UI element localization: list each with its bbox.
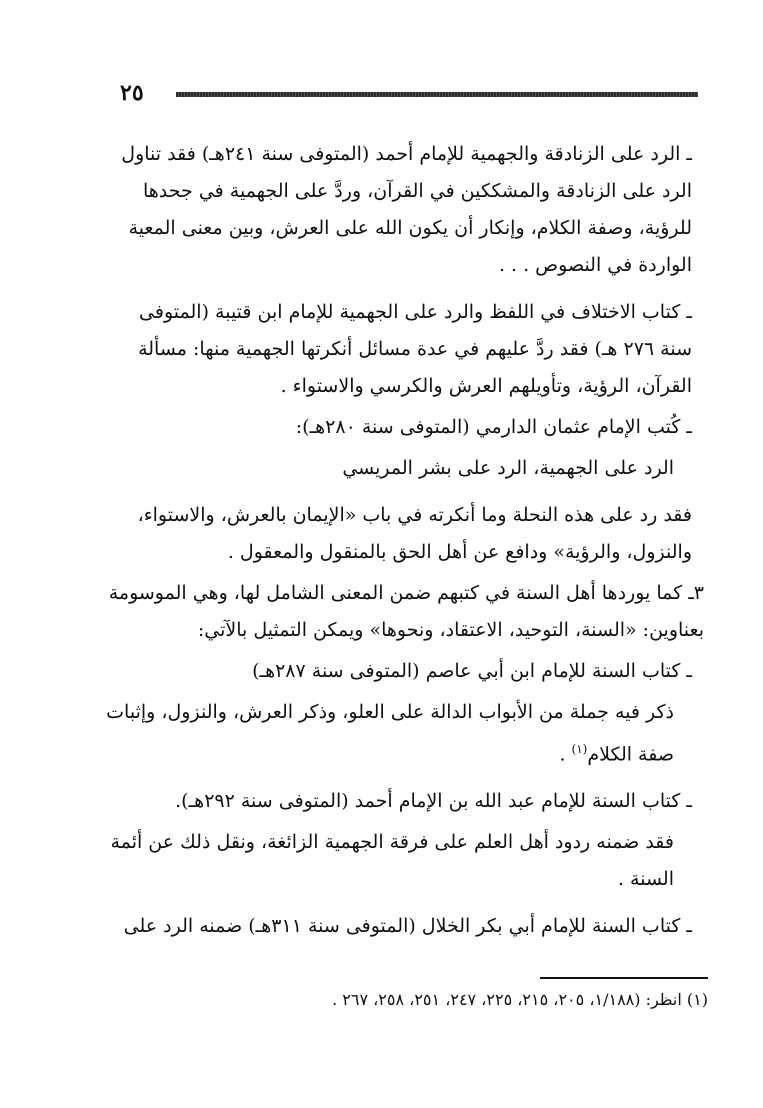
header-rule xyxy=(176,92,698,97)
paragraph-ibn-abi-asim-desc xyxy=(106,694,704,773)
paragraph-abdullah-ahmad: ـ كتاب السنة للإمام عبد الله بن الإمام أحمد (المتوفى سنة ٢٩٢هـ). xyxy=(175,790,692,813)
paragraph-radd-zanadiqa: ـ الرد على الزنادقة والجهمية للإمام أحمد (المتوفى سنة ٢٤١هـ) فقد تناول الرد على الزنادقة والمشككين في القرآن، وردَّ على الجهمية في جحدها للرؤية، وصفة الكلام، وإنكار أن يكون الله على العرش، وبين معنى المعية الواردة في النصوص . . . xyxy=(121,143,692,276)
body-text xyxy=(106,136,704,949)
page-header xyxy=(0,80,763,110)
paragraph-ibn-abi-asim: ـ كتاب السنة للإمام ابن أبي عاصم (المتوفى سنة ٢٨٧هـ) xyxy=(252,660,692,682)
paragraph-darimi-desc: فقد رد على هذه النحلة وما أنكرته في باب «الإيمان بالعرش، والاستواء، والنزول، والرؤية» ودافع عن أهل الحق بالمنقول والمعقول . xyxy=(137,504,692,563)
paragraph-khallal: ـ كتاب السنة للإمام أبي بكر الخلال (المتوفى سنة ٣١١هـ) ضمنه الرد على xyxy=(123,915,692,938)
paragraph-ikhtilaf-lafz: ـ كتاب الاختلاف في اللفظ والرد على الجهمية للإمام ابن قتيبة (المتوفى سنة ٢٧٦ هـ) فقد ردَّ عليهم في عدة مسائل أنكرتها الجهمية منها: مسألة القرآن، الرؤية، وتأويلهم العرش والكرسي والاستواء . xyxy=(138,301,692,397)
footnote-divider xyxy=(540,977,708,979)
paragraph-text: ذكر فيه جملة من الأبواب الدالة على العلو، وذكر العرش، والنزول، وإثبات صفة الكلام xyxy=(106,701,674,766)
paragraph-abdullah-ahmad-desc: فقد ضمنه ردود أهل العلم على فرقة الجهمية الزائغة، ونقل ذلك عن أئمة السنة . xyxy=(110,831,674,891)
paragraph-darimi-books: ـ كُتب الإمام عثمان الدارمي (المتوفى سنة ٢٨٠هـ): xyxy=(295,416,692,438)
footnote-reference: (١) xyxy=(571,742,588,756)
paragraph-point-3: ٣ـ كما يوردها أهل السنة في كتبهم ضمن المعنى الشامل لها، وهي الموسومة بعناوين: «السنة، التوحيد، الاعتقاد، ونحوها» ويمكن التمثيل بالآتي: xyxy=(108,582,704,641)
page-number: ٢٥ xyxy=(120,80,144,106)
footnote: (١) انظر: (١/١٨٨، ٢٠٥، ٢١٥، ٢٢٥، ٢٤٧، ٢٥١، ٢٥٨، ٢٦٧ . xyxy=(332,990,708,1009)
paragraph-end: . xyxy=(559,743,572,766)
paragraph-darimi-titles: الرد على الجهمية، الرد على بشر المريسي xyxy=(342,457,674,479)
